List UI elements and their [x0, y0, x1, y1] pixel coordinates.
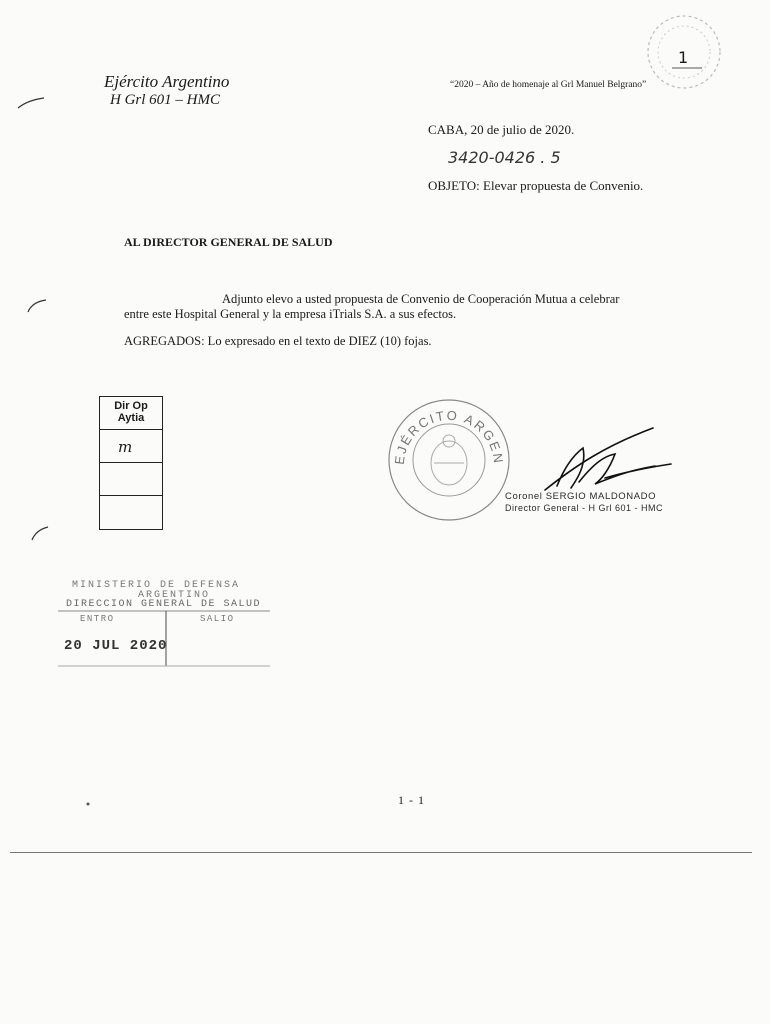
received-stamp-office: DIRECCION GENERAL DE SALUD: [66, 599, 262, 610]
received-stamp-ministry: MINISTERIO DE DEFENSA: [72, 580, 241, 591]
received-stamp-country: ARGENTINO: [138, 590, 211, 601]
margin-mark: [28, 300, 46, 312]
routing-cell: [100, 463, 162, 496]
subject-line: OBJETO: Elevar propuesta de Convenio.: [428, 178, 644, 193]
received-stamp: [58, 574, 270, 670]
folio-number: 1: [678, 48, 689, 67]
organization-name: Ejército Argentino: [104, 72, 230, 91]
body-line-1: Adjunto elevo a usted propuesta de Convenio de Cooperación Mutua a celebrar: [222, 292, 620, 306]
margin-mark: [18, 98, 44, 108]
body-line-2: entre este Hospital General y la empresa iTrials S.A. a sus efectos.: [124, 307, 457, 321]
handwritten-reference: 3420-0426 . 5: [448, 148, 561, 167]
signer-name: Coronel SERGIO MALDONADO: [505, 491, 657, 502]
margin-dot: [87, 803, 90, 806]
official-seal-graphic: [384, 395, 514, 525]
date-line: CABA, 20 de julio de 2020.: [428, 122, 575, 137]
received-stamp-entry-date: 20 JUL 2020: [64, 638, 168, 654]
organization-unit: H Grl 601 – HMC: [110, 92, 221, 108]
bottom-divider: [10, 852, 752, 853]
attachments-line: AGREGADOS: Lo expresado en el texto de DIEZ (10) fojas.: [124, 334, 432, 348]
handwritten-signature: [535, 426, 675, 496]
page-number: 1 - 1: [398, 793, 425, 807]
routing-initials: m: [118, 438, 133, 456]
official-seal: [384, 395, 514, 525]
received-stamp-exit-label: SALIO: [200, 614, 235, 624]
folio-stamp: [636, 10, 732, 100]
addressee: AL DIRECTOR GENERAL DE SALUD: [124, 235, 333, 249]
signature-scribble: [535, 426, 675, 496]
routing-box-header: Dir Op Aytia: [100, 397, 162, 430]
margin-mark: [32, 527, 48, 540]
received-stamp-entry-label: ENTRO: [80, 614, 115, 624]
svg-text:EJÉRCITO ARGENTINO: EJÉRCITO ARGEN: [391, 407, 507, 466]
signer-title: Director General - H Grl 601 - HMC: [505, 503, 664, 513]
year-motto: “2020 – Año de homenaje al Grl Manuel Belgrano”: [450, 80, 647, 90]
routing-cell: [100, 430, 162, 463]
routing-cell: [100, 496, 162, 528]
routing-box: [99, 396, 163, 530]
